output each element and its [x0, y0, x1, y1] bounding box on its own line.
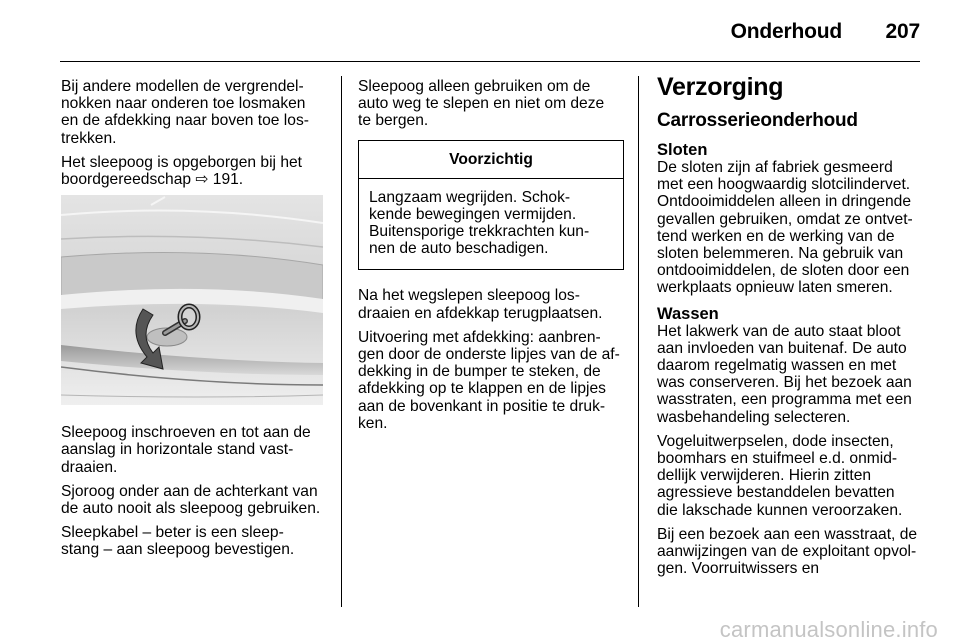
- text-line: Sleepoog alleen gebruiken om de: [358, 78, 591, 95]
- heading-verzorging: Verzorging: [657, 73, 784, 101]
- text-line: aan invloeden van buitenaf. De auto: [657, 339, 907, 357]
- text-line: boomhars en stuifmeel e.d. onmid-: [657, 450, 898, 468]
- text-line: auto weg te slepen en niet om deze: [358, 95, 605, 113]
- text-line: gen. Voorruitwissers en: [657, 560, 820, 578]
- column-divider-1: [341, 76, 342, 607]
- paragraph-wassen-1: [657, 323, 925, 426]
- heading-carrosserieonderhoud: Carrosserieonderhoud: [657, 110, 858, 131]
- page-header: [0, 0, 960, 62]
- text-line: de auto nooit als sleepoog gebruiken.: [61, 500, 321, 518]
- text-line: Uitvoering met afdekking: aanbren-: [358, 328, 601, 346]
- text-line: aan de bovenkant in positie te druk-: [358, 397, 606, 415]
- text-line: boordgereedschap ⇨ 191.: [61, 171, 244, 189]
- text-line: aanwijzingen van de exploitant opvol-: [657, 543, 917, 561]
- caution-title: Voorzichtig: [359, 141, 623, 179]
- paragraph-tow-cable: [61, 524, 333, 558]
- section-wassen: [657, 305, 925, 578]
- text-line: Sleepkabel – beter is een sleep-: [61, 524, 284, 542]
- text-line: sloten belemmeren. Na gebruik van: [657, 245, 904, 263]
- text-line: kende bewegingen vermijden.: [369, 205, 577, 223]
- text-line: draaien en afdekkap terugplaatsen.: [358, 304, 603, 322]
- paragraph-screw-in: [61, 424, 333, 476]
- text-line: Na het wegslepen sleepoog los-: [358, 287, 580, 305]
- paragraph-lashing-eye: [61, 483, 333, 517]
- text-line: werkplaats opnieuw laten smeren.: [657, 279, 893, 297]
- caution-box: [358, 140, 624, 271]
- paragraph-wassen-3: [657, 526, 925, 578]
- caution-text: [359, 179, 623, 270]
- text-line: Vogeluitwerpselen, dode insecten,: [657, 432, 894, 450]
- text-line: afdekking op te klappen en de lipjes: [358, 380, 606, 398]
- text-line: daarom regelmatig wassen en met: [657, 357, 897, 375]
- heading-sloten: Sloten: [657, 141, 708, 159]
- text-line: gevallen gebruiken, omdat ze ontvet-: [657, 210, 913, 228]
- header-divider: [60, 61, 920, 62]
- text-line: Bij andere modellen de vergrendel-: [61, 78, 304, 95]
- text-line: nen de auto beschadigen.: [369, 240, 549, 258]
- text-line: gen door de onderste lipjes van de af-: [358, 346, 620, 364]
- paragraph-wassen-2: [657, 433, 925, 519]
- text-line: De sloten zijn af fabriek gesmeerd: [657, 159, 893, 176]
- paragraph-cover-version: [358, 329, 626, 432]
- paragraph-tow-eye-storage: [61, 154, 333, 188]
- text-line: Sjoroog onder aan de achterkant van: [61, 482, 318, 500]
- page-number: 207: [885, 20, 920, 43]
- paragraph-after-towing: [358, 287, 626, 321]
- text-line: ken.: [358, 414, 388, 432]
- column-divider-2: [638, 76, 639, 607]
- text-line: Sleepoog inschroeven en tot aan de: [61, 424, 311, 442]
- text-line: en de afdekking naar boven toe los-: [61, 112, 309, 130]
- text-line: draaien.: [61, 458, 118, 476]
- text-line: dellijk verwijderen. Hierin zitten: [657, 467, 872, 485]
- text-line: Buitensporige trekkrachten kun-: [369, 223, 590, 241]
- section-sloten: [657, 141, 925, 297]
- text-line: Bij een bezoek aan een wasstraat, de: [657, 525, 918, 543]
- section-title: Onderhoud: [730, 20, 842, 43]
- text-line: te bergen.: [358, 112, 429, 130]
- text-line: Langzaam wegrijden. Schok-: [369, 188, 571, 206]
- text-line: tend werken en de werking van de: [657, 227, 895, 245]
- text-line: wasbehandeling selecteren.: [657, 408, 851, 426]
- text-line: dekking in de bumper te steken, de: [358, 363, 601, 381]
- text-line: was conserveren. Bij het bezoek aan: [657, 374, 912, 392]
- column-3: [657, 72, 925, 585]
- text-line: met een hoogwaardig slotcilindervet.: [657, 176, 911, 194]
- text-line: trekken.: [61, 129, 117, 147]
- text-line: aanslag in horizontale stand vast-: [61, 441, 294, 459]
- heading-wassen: Wassen: [657, 304, 719, 323]
- tow-eye-illustration: [61, 195, 323, 405]
- text-line: Het sleepoog is opgeborgen bij het: [61, 153, 303, 171]
- tow-eye-drawing-icon: [61, 195, 323, 405]
- text-line: ontdooimiddelen, de sloten door een: [657, 262, 910, 280]
- text-line: Het lakwerk van de auto staat bloot: [657, 322, 901, 340]
- text-line: die lakschade kunnen veroorzaken.: [657, 501, 903, 519]
- text-line: stang – aan sleepoog bevestigen.: [61, 541, 295, 559]
- text-line: agressieve bestanddelen bevatten: [657, 484, 895, 502]
- text-line: nokken naar onderen toe losmaken: [61, 95, 306, 113]
- site-watermark: carmanualsonline.info: [719, 617, 938, 642]
- text-line: Ontdooimiddelen alleen in dringende: [657, 193, 912, 211]
- paragraph-sloten: [657, 159, 925, 297]
- text-line: wasstraten, een programma met een: [657, 391, 912, 409]
- paragraph-tow-only: [358, 78, 626, 130]
- column-2: [358, 78, 626, 439]
- column-1: [61, 78, 333, 566]
- paragraph-locking-tabs: [61, 78, 333, 147]
